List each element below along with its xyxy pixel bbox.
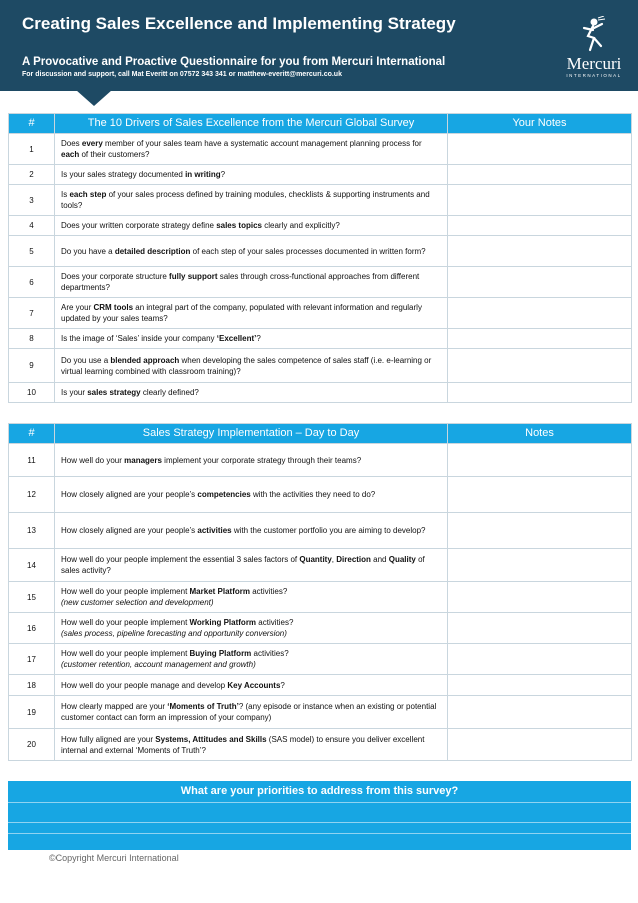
notes-cell[interactable] xyxy=(448,729,632,761)
question-text xyxy=(55,216,448,236)
column-header-number: # xyxy=(9,424,55,444)
table-row xyxy=(9,729,632,761)
question-number: 5 xyxy=(9,236,55,267)
question-emphasis: fully support xyxy=(169,272,218,281)
notes-cell[interactable] xyxy=(448,236,632,267)
column-header-notes: Your Notes xyxy=(448,114,632,134)
question-fragment: How well do your people implement the essential 3 sales factors of xyxy=(61,555,300,564)
notes-cell[interactable] xyxy=(448,165,632,185)
question-emphasis: Quality xyxy=(388,555,416,564)
question-number: 3 xyxy=(9,185,55,216)
drivers-table-header xyxy=(9,114,632,134)
question-number: 6 xyxy=(9,267,55,298)
question-fragment: ? (any episode or instance when an existing or potential customer contact can form an impression of your company) xyxy=(61,702,437,722)
question-fragment: (SAS model) to ensure you deliver excellent internal and external ‘Moments of Truth’? xyxy=(61,734,425,755)
question-text xyxy=(55,267,448,298)
question-fragment: ? xyxy=(280,680,285,690)
question-fragment: How well do your xyxy=(61,455,125,465)
table-row xyxy=(9,165,632,185)
column-header-question: The 10 Drivers of Sales Excellence from the Mercuri Global Survey xyxy=(55,114,448,134)
table-row xyxy=(9,349,632,383)
question-fragment: and xyxy=(370,555,389,564)
question-text xyxy=(55,729,448,761)
question-fragment: How closely aligned are your people’s xyxy=(61,526,198,535)
table-row xyxy=(9,185,632,216)
priorities-box[interactable] xyxy=(8,781,631,850)
table-row xyxy=(9,329,632,349)
notes-cell[interactable] xyxy=(448,329,632,349)
table-row xyxy=(9,298,632,329)
question-fragment: with the customer portfolio you are aiming to develop? xyxy=(231,526,426,535)
question-fragment: Is xyxy=(61,190,70,199)
question-number: 11 xyxy=(9,444,55,477)
question-fragment: with the activities they need to do? xyxy=(250,490,376,499)
question-fragment: How closely aligned are your people’s xyxy=(61,490,198,499)
implementation-table-header xyxy=(9,424,632,444)
question-fragment: How well do your people manage and develop xyxy=(61,680,228,690)
question-emphasis: competencies xyxy=(197,490,251,499)
question-text xyxy=(55,582,448,613)
question-note: (sales process, pipeline forecasting and opportunity conversion) xyxy=(61,629,287,638)
question-emphasis: ‘Moments of Truth’ xyxy=(167,702,239,711)
table-row xyxy=(9,613,632,644)
table-row xyxy=(9,216,632,236)
question-fragment: clearly defined? xyxy=(140,388,199,397)
question-text xyxy=(55,613,448,644)
question-emphasis: blended approach xyxy=(110,355,180,365)
question-fragment: Is your sales strategy documented xyxy=(61,170,186,179)
question-fragment: activities? xyxy=(256,618,294,627)
question-emphasis: managers xyxy=(124,455,162,465)
question-emphasis: Direction xyxy=(336,555,371,564)
notes-cell[interactable] xyxy=(448,383,632,403)
question-text xyxy=(55,134,448,165)
question-text xyxy=(55,477,448,513)
question-text xyxy=(55,236,448,267)
question-fragment: Does your corporate structure xyxy=(61,272,170,281)
question-emphasis: in writing xyxy=(185,170,221,179)
question-emphasis: CRM tools xyxy=(93,303,134,312)
logo-subtitle: INTERNATIONAL xyxy=(566,73,622,78)
question-number: 1 xyxy=(9,134,55,165)
mercury-figure-icon xyxy=(574,16,614,54)
question-fragment: , xyxy=(331,555,337,564)
column-header-question: Sales Strategy Implementation – Day to Day xyxy=(55,424,448,444)
question-emphasis: Key Accounts xyxy=(227,680,281,690)
drivers-table xyxy=(8,113,632,403)
question-text xyxy=(55,549,448,582)
table-row xyxy=(9,644,632,675)
question-fragment: an integral part of the company, populated with relevant information and regularly updated by your sales teams? xyxy=(61,303,422,323)
question-fragment: of sales activity? xyxy=(61,555,425,575)
question-text xyxy=(55,329,448,349)
table-row xyxy=(9,134,632,165)
notes-cell[interactable] xyxy=(448,613,632,644)
notes-cell[interactable] xyxy=(448,216,632,236)
question-text xyxy=(55,444,448,477)
question-fragment: How well do your people implement xyxy=(61,618,190,627)
table-row xyxy=(9,477,632,513)
header-pointer xyxy=(76,90,112,106)
question-number: 18 xyxy=(9,675,55,696)
question-text xyxy=(55,165,448,185)
priorities-line xyxy=(8,822,631,823)
question-fragment: Does your written corporate strategy define xyxy=(61,221,217,230)
question-emphasis: Quantity xyxy=(299,555,332,564)
table-row xyxy=(9,582,632,613)
column-header-number: # xyxy=(9,114,55,134)
question-number: 19 xyxy=(9,696,55,729)
question-emphasis: sales strategy xyxy=(87,388,141,397)
question-fragment: How fully aligned are your xyxy=(61,734,156,744)
table-row xyxy=(9,267,632,298)
notes-cell[interactable] xyxy=(448,675,632,696)
notes-cell[interactable] xyxy=(448,267,632,298)
question-number: 9 xyxy=(9,349,55,383)
question-number: 14 xyxy=(9,549,55,582)
copyright: ©Copyright Mercuri International xyxy=(49,853,179,863)
question-emphasis: Working Platform xyxy=(189,618,257,627)
question-fragment: How well do your people implement xyxy=(61,587,190,596)
question-text xyxy=(55,383,448,403)
priorities-title: What are your priorities to address from this survey? xyxy=(180,785,459,797)
question-number: 13 xyxy=(9,513,55,549)
question-number: 16 xyxy=(9,613,55,644)
question-fragment: clearly and explicitly? xyxy=(262,221,340,230)
question-number: 17 xyxy=(9,644,55,675)
question-text xyxy=(55,644,448,675)
question-note: (new customer selection and development) xyxy=(61,598,214,607)
question-text xyxy=(55,513,448,549)
page-subtitle: A Provocative and Proactive Questionnaire for you from Mercuri International xyxy=(22,56,446,68)
table-row xyxy=(9,383,632,403)
priorities-line xyxy=(8,833,631,834)
question-fragment: of each step of your sales processes documented in written form? xyxy=(190,246,426,256)
question-emphasis: ‘Excellent’ xyxy=(216,334,257,343)
question-emphasis: sales topics xyxy=(216,221,262,230)
question-number: 15 xyxy=(9,582,55,613)
question-fragment: Do you use a xyxy=(61,355,111,365)
question-note: (customer retention, account management and growth) xyxy=(61,660,256,669)
table-row xyxy=(9,444,632,477)
question-text xyxy=(55,349,448,383)
table-row xyxy=(9,513,632,549)
question-fragment: Is the image of ‘Sales’ inside your company xyxy=(61,334,217,343)
question-fragment: How well do your people implement xyxy=(61,649,190,658)
table-row xyxy=(9,675,632,696)
notes-cell[interactable] xyxy=(448,349,632,383)
question-number: 20 xyxy=(9,729,55,761)
question-emphasis: detailed description xyxy=(114,246,191,256)
question-fragment: of your sales process defined by training modules, checklists & supporting instruments and tools? xyxy=(61,190,430,210)
question-fragment: activities? xyxy=(251,649,289,658)
notes-cell[interactable] xyxy=(448,477,632,513)
question-text xyxy=(55,298,448,329)
notes-cell[interactable] xyxy=(448,696,632,729)
question-number: 10 xyxy=(9,383,55,403)
table-row xyxy=(9,696,632,729)
column-header-notes: Notes xyxy=(448,424,632,444)
question-number: 8 xyxy=(9,329,55,349)
notes-cell[interactable] xyxy=(448,444,632,477)
question-fragment: when developing the sales competence of sales staff (i.e. e-learning or virtual learning combined with classroom training)? xyxy=(61,355,432,376)
question-fragment: member of your sales team have a systematic account management planning process for xyxy=(102,139,422,148)
question-fragment: How clearly mapped are your xyxy=(61,702,168,711)
question-text xyxy=(55,696,448,729)
notes-cell[interactable] xyxy=(448,185,632,216)
question-fragment: ? xyxy=(256,334,261,343)
question-emphasis: Market Platform xyxy=(189,587,250,596)
question-emphasis: Systems, Attitudes and Skills xyxy=(155,734,267,744)
question-text xyxy=(55,185,448,216)
mercuri-logo xyxy=(560,16,628,82)
logo-name: Mercuri xyxy=(566,54,622,73)
notes-cell[interactable] xyxy=(448,549,632,582)
question-fragment: Are your xyxy=(61,303,94,312)
header-banner xyxy=(0,0,638,91)
question-text xyxy=(55,675,448,696)
question-fragment: activities? xyxy=(249,587,288,596)
question-fragment: Is your xyxy=(61,388,88,397)
priorities-line xyxy=(8,802,631,803)
table-row xyxy=(9,549,632,582)
question-fragment: ? xyxy=(220,170,226,179)
question-emphasis: each xyxy=(61,150,80,159)
notes-cell[interactable] xyxy=(448,582,632,613)
question-number: 4 xyxy=(9,216,55,236)
question-fragment: sales through cross-functional approaches from different departments? xyxy=(61,272,420,292)
notes-cell[interactable] xyxy=(448,513,632,549)
table-row xyxy=(9,236,632,267)
notes-cell[interactable] xyxy=(448,298,632,329)
question-fragment: of their customers? xyxy=(79,150,150,159)
question-emphasis: every xyxy=(81,139,103,148)
question-emphasis: each step xyxy=(69,190,107,199)
question-number: 12 xyxy=(9,477,55,513)
contact-line: For discussion and support, call Mat Everitt on 07572 343 341 or matthew-everitt@mercuri.co.uk xyxy=(22,71,342,78)
notes-cell[interactable] xyxy=(448,644,632,675)
question-fragment: Does xyxy=(61,139,82,148)
question-fragment: implement your corporate strategy through their teams? xyxy=(161,455,362,465)
implementation-table xyxy=(8,423,632,761)
question-number: 2 xyxy=(9,165,55,185)
notes-cell[interactable] xyxy=(448,134,632,165)
question-fragment: Do you have a xyxy=(61,246,115,256)
question-number: 7 xyxy=(9,298,55,329)
question-emphasis: Buying Platform xyxy=(189,649,252,658)
question-emphasis: activities xyxy=(197,526,232,535)
page-title: Creating Sales Excellence and Implementing Strategy xyxy=(22,14,456,33)
